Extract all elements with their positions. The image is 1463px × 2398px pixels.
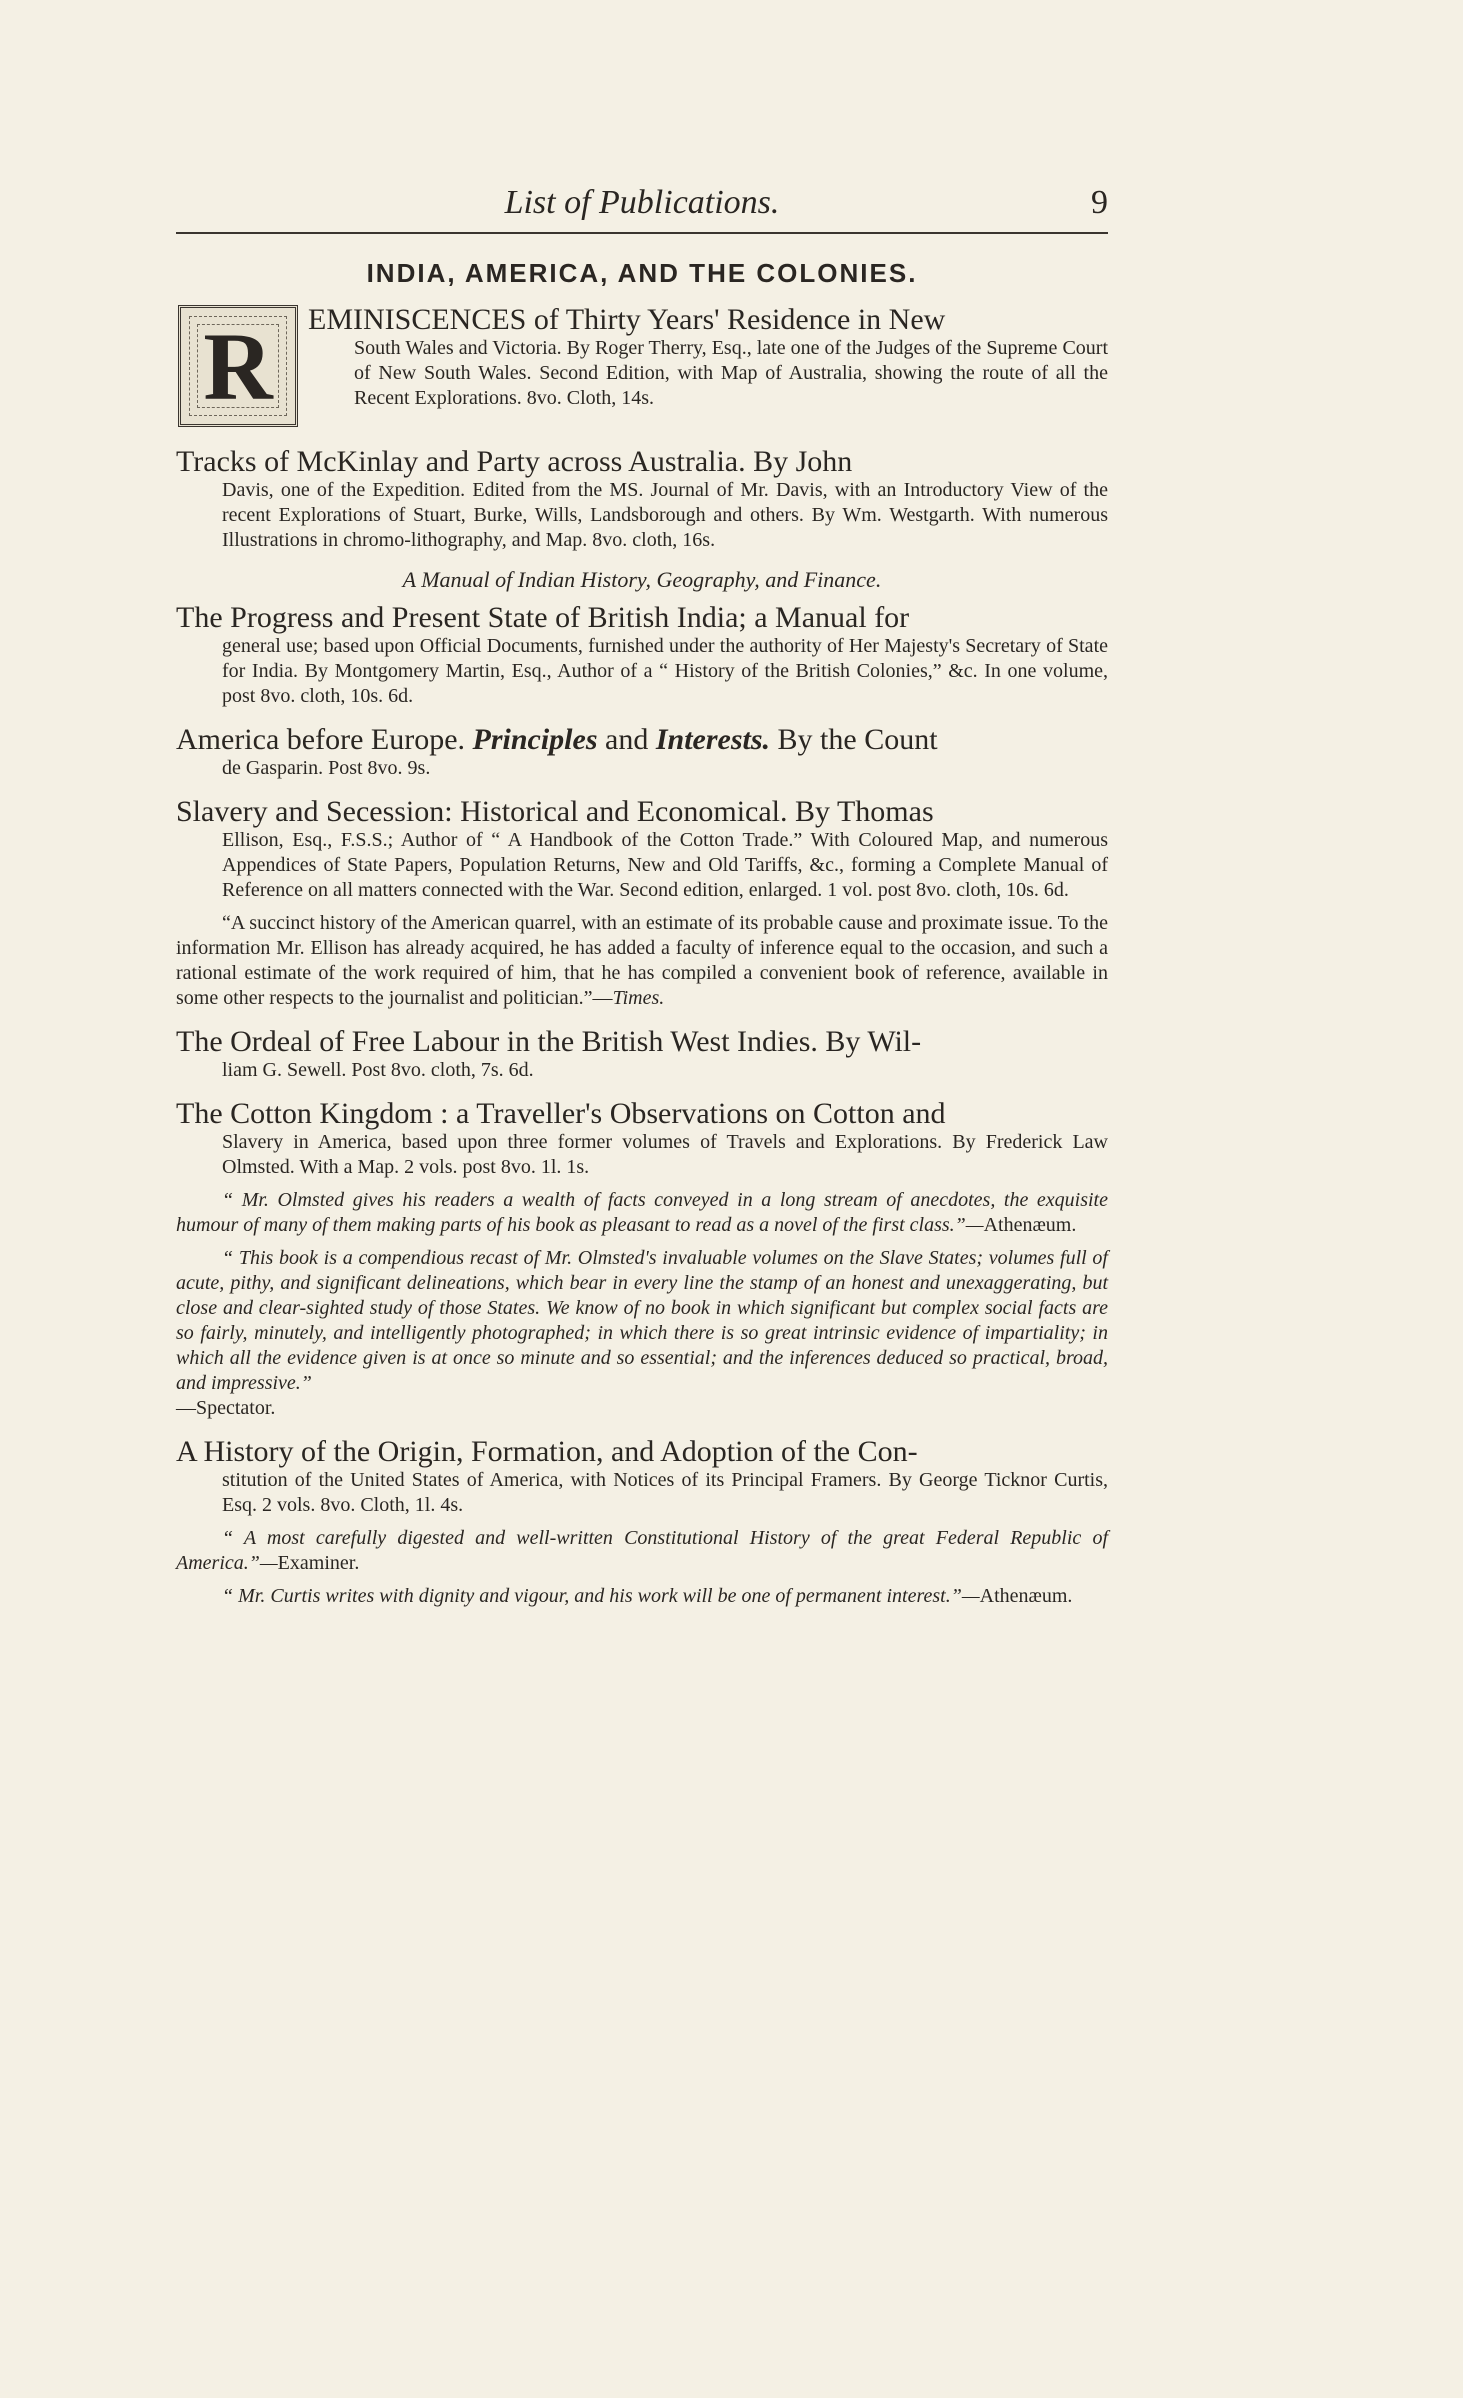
entry-body: general use; based upon Official Documents, furnished under the authority of Her Majesty's Secretary of State for India. By Montgomery Martin, Esq., Author of a “ History of the British Colonies,” &c. In one volume, post 8vo. cloth, 10s. 6d. (222, 635, 1108, 707)
entry-slavery-and-secession (176, 795, 1108, 1011)
entry-title: The Ordeal of Free Labour in the British West Indies. By Wil- (176, 1025, 922, 1058)
entry-reminiscences (176, 303, 1108, 431)
entry-title: The Cotton Kingdom : a Traveller's Observations on Cotton and (176, 1097, 946, 1130)
review-source: Times. (612, 987, 665, 1009)
entry-body: Slavery in America, based upon three former volumes of Travels and Explorations. By Frederick Law Olmsted. With a Map. 2 vols. post 8vo. 1l. 1s. (222, 1131, 1108, 1178)
entry-body: South Wales and Victoria. By Roger Therry, Esq., late one of the Judges of the Supreme Court of New South Wales. Second Edition, with Map of Australia, showing the route of all the Recent Explorations. 8vo. Cloth, 14s. (354, 337, 1108, 409)
entry-body: Ellison, Esq., F.S.S.; Author of “ A Handbook of the Cotton Trade.” With Coloured Map, and numerous Appendices of State Papers, Population Returns, New and Old Tariffs, &c., forming a Complete Manual of Reference on all matters connected with the War. Second edition, enlarged. 1 vol. post 8vo. cloth, 10s. 6d. (222, 829, 1108, 901)
review-source: —Spectator. (176, 1397, 276, 1419)
review-source: Examiner. (277, 1552, 360, 1574)
drop-cap-ornament: R (178, 305, 298, 427)
section-heading: INDIA, AMERICA, AND THE COLONIES. (366, 258, 918, 288)
entry-british-india (176, 601, 1108, 709)
review-source: Athenæum. (979, 1585, 1073, 1607)
review-text: “ A most carefully digested and well-written Constitutional History of the great Federal Republic of America.”— (176, 1527, 1108, 1574)
page (176, 176, 1108, 1623)
entry-history-of-constitution (176, 1435, 1108, 1609)
review-quote (176, 1246, 1108, 1421)
entry-title (176, 723, 1108, 756)
page-number: 9 (1091, 184, 1108, 221)
entry-body: liam G. Sewell. Post 8vo. cloth, 7s. 6d. (222, 1059, 534, 1081)
running-head (176, 176, 1108, 234)
review-quote (176, 1188, 1108, 1238)
entry-tracks-of-mckinlay (176, 445, 1108, 553)
entry-title: Tracks of McKinlay and Party across Australia. By John (176, 445, 853, 478)
entry-title-italic: Principles (472, 723, 598, 756)
subheading: A Manual of Indian History, Geography, and Finance. (402, 567, 882, 592)
entry-title: A History of the Origin, Formation, and Adoption of the Con- (176, 1435, 918, 1468)
entry-title: Slavery and Secession: Historical and Economical. By Thomas (176, 795, 934, 828)
entry-cotton-kingdom (176, 1097, 1108, 1421)
entry-title: EMINISCENCES of Thirty Years' Residence in New (308, 303, 946, 336)
review-text: “A succinct history of the American quarrel, with an estimate of its probable cause and proximate issue. To the information Mr. Ellison has already acquired, he has added a faculty of inference equal to the occasion, and such a rational estimate of the work required of him, that he has compiled a convenient book of reference, available in some other respects to the journalist and politician.”— (176, 912, 1108, 1009)
entry-title-part: By the Count (770, 723, 938, 756)
review-source: Athenæum. (983, 1214, 1077, 1236)
review-text: “ Mr. Curtis writes with dignity and vigour, and his work will be one of permanent interest.”— (222, 1585, 980, 1607)
review-quote (176, 1584, 1108, 1609)
entry-title-part: America before Europe. (176, 723, 473, 756)
running-title: List of Publications. (504, 184, 780, 221)
entry-america-before-europe (176, 723, 1108, 781)
review-text: “ Mr. Olmsted gives his readers a wealth of facts conveyed in a long stream of anecdotes, the exquisite humour of many of them making parts of his book as pleasant to read as a novel of the first class.”— (176, 1189, 1108, 1236)
entry-title-part: and (597, 723, 656, 756)
entry-body: de Gasparin. Post 8vo. 9s. (222, 757, 431, 779)
review-quote (176, 911, 1108, 1011)
entry-ordeal-of-free-labour (176, 1025, 1108, 1083)
entry-body: stitution of the United States of America, with Notices of its Principal Framers. By George Ticknor Curtis, Esq. 2 vols. 8vo. Cloth, 1l. 4s. (222, 1469, 1108, 1516)
review-quote (176, 1526, 1108, 1576)
review-text: “ This book is a compendious recast of Mr. Olmsted's invaluable volumes on the Slave States; volumes full of acute, pithy, and significant delineations, which bear in every line the stamp of an honest and unexaggerating, but close and clear-sighted study of those States. We know of no book in which significant but complex social facts are so fairly, minutely, and intelligently photographed; in which there is so great intrinsic evidence of impartiality; in which all the evidence given is at once so minute and so essential; and the inferences deduced so practical, broad, and impressive.” (176, 1247, 1108, 1394)
entry-body: Davis, one of the Expedition. Edited from the MS. Journal of Mr. Davis, with an Introductory View of the recent Explorations of Stuart, Burke, Wills, Landsborough and others. By Wm. Westgarth. With numerous Illustrations in chromo-lithography, and Map. 8vo. cloth, 16s. (222, 479, 1108, 551)
entry-title: The Progress and Present State of British India; a Manual for (176, 601, 910, 634)
entry-title-italic: Interests. (655, 723, 771, 756)
